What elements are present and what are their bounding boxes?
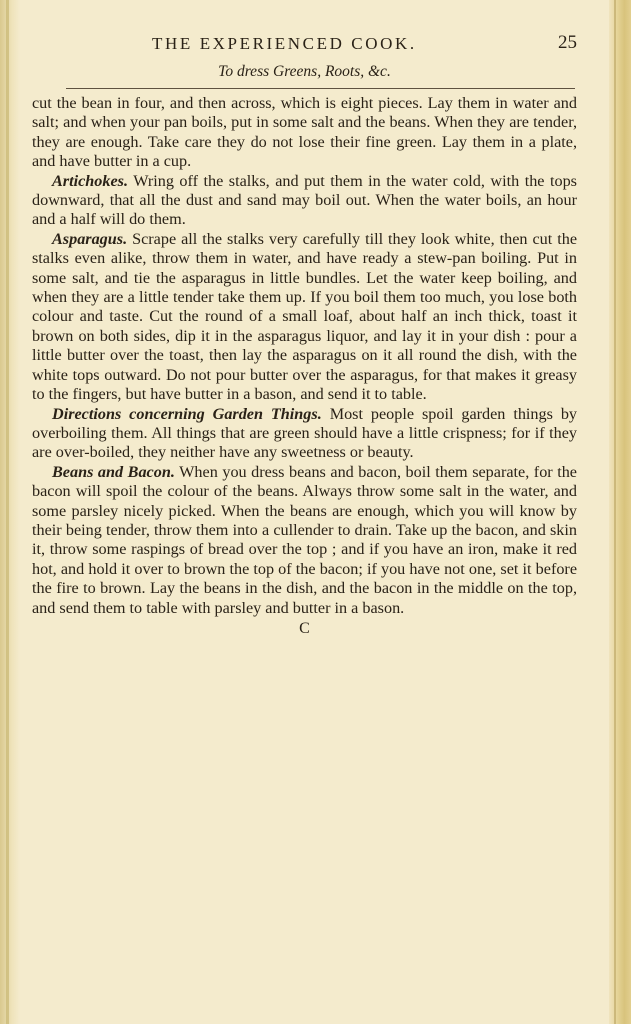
running-title: THE EXPERIENCED COOK. xyxy=(152,34,417,53)
paragraph-heading: Directions concerning Garden Things. xyxy=(52,404,322,423)
paragraph-heading: Asparagus. xyxy=(52,229,128,248)
signature-mark: C xyxy=(299,619,310,637)
running-head xyxy=(32,24,577,54)
section-heading: To dress Greens, Roots, &c. xyxy=(218,63,391,80)
paragraph-asparagus xyxy=(32,230,577,405)
paragraph-beans-and-bacon xyxy=(32,463,577,618)
paragraph-artichokes xyxy=(32,172,577,230)
paragraph-heading: Beans and Bacon. xyxy=(52,462,175,481)
paragraph-text: Most people spoil garden things by overboiling them. All things that are green should have a little crispness; for if they are over-boiled, they neither have any sweetness or beauty. xyxy=(32,404,578,462)
paragraph-text: Scrape all the stalks very carefully till they look white, then cut the stalks even alike, throw them in water, and have ready a stew-pan boiling. Put in some salt, and tie the asparagus in little bundles. Let the water keep boiling, and when they are a little tender take them up. If you boil them too much, you lose both colour and taste. Cut the round of a small loaf, about half an inch thick, toast it brown on both sides, dip it in the asparagus liquor, and lay it in your dish : pour a little butter over the toast, then lay the asparagus on it all round the dish, with the white tops outward. Do not pour butter over the asparagus, for that makes it greasy to the fingers, but have butter in a bason, and send it to table. xyxy=(32,229,577,404)
heading-rule xyxy=(66,88,575,89)
book-page xyxy=(32,24,577,638)
page-right-edge xyxy=(609,0,631,1024)
page-left-edge xyxy=(0,0,20,1024)
paragraph-heading: Artichokes. xyxy=(52,171,128,190)
page-number: 25 xyxy=(558,32,577,53)
paragraph-text: When you dress beans and bacon, boil them separate, for the bacon will spoil the colour of the beans. Always throw some salt in the water, and some parsley nicely picked. When the beans are enough, which you will know by their being tender, throw them into a cullender to drain. Take up the bacon, and skin it, throw some raspings of bread over the top ; and if you have an iron, make it red hot, and hold it over to brown the top of the bacon; if you have not one, set it before the fire to brown. Lay the beans in the dish, and the bacon in the middle on the top, and send them to table with parsley and butter in a bason. xyxy=(32,462,577,617)
paragraph-garden-things xyxy=(32,405,577,463)
paragraph-text: cut the bean in four, and then across, which is eight pieces. Lay them in water and salt; and when your pan boils, put in some salt and the beans. When they are tender, they are enough. Take care they do not lose their fine green. Lay them in a plate, and have butter in a cup. xyxy=(32,94,577,171)
paragraph-continued xyxy=(32,94,577,172)
body-text xyxy=(32,94,577,618)
paragraph-text: Wring off the stalks, and put them in the water cold, with the tops downward, that all the dust and sand may boil out. When the water boils, an hour and a half will do them. xyxy=(32,171,577,229)
